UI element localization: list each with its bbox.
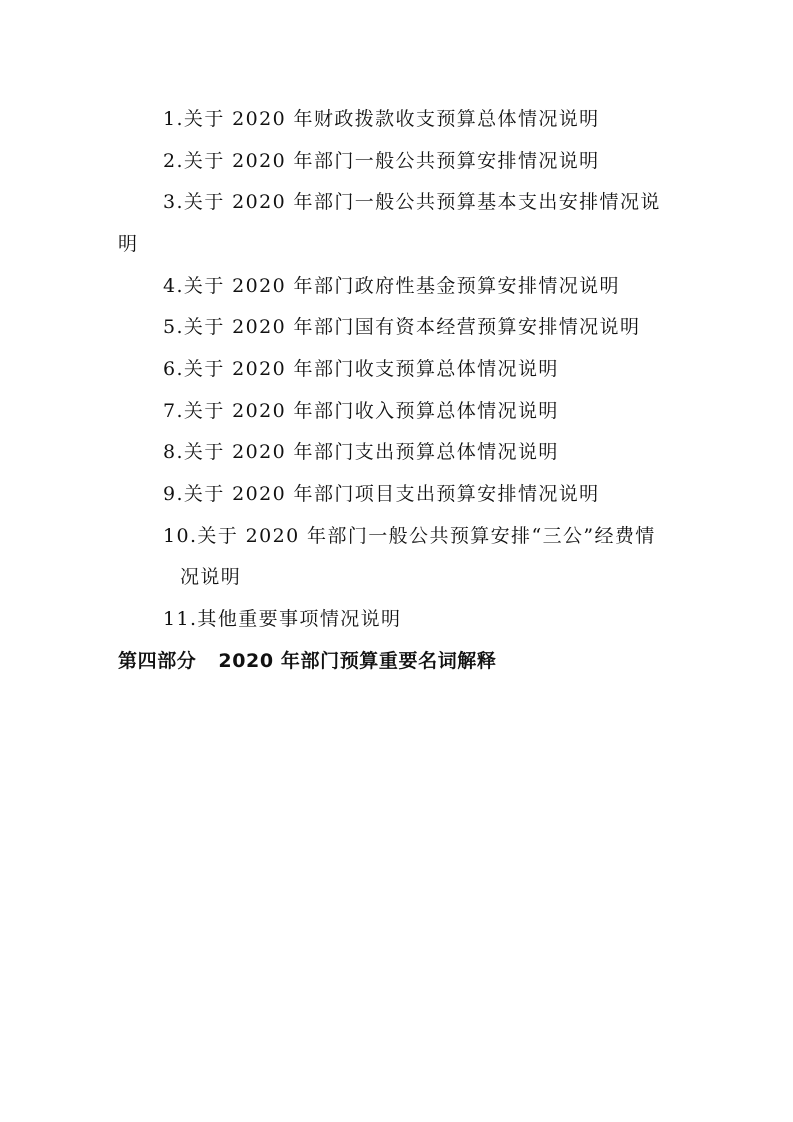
section-heading [118, 648, 497, 674]
toc-item-3: 3.关于 2020 年部门一般公共预算基本支出安排情况说 [163, 191, 661, 213]
toc-item-5: 5.关于 2020 年部门国有资本经营预算安排情况说明 [163, 316, 641, 338]
toc-item-8: 8.关于 2020 年部门支出预算总体情况说明 [163, 441, 559, 463]
toc-item-11: 11.其他重要事项情况说明 [163, 608, 402, 630]
section-title: 2020 年部门预算重要名词解释 [218, 650, 497, 672]
toc-item-10: 10.关于 2020 年部门一般公共预算安排“三公”经费情 [163, 525, 656, 547]
toc-item-3-continuation: 明 [118, 233, 139, 255]
toc-item-10-continuation: 况说明 [180, 566, 242, 588]
toc-item-6: 6.关于 2020 年部门收支预算总体情况说明 [163, 358, 559, 380]
toc-item-2: 2.关于 2020 年部门一般公共预算安排情况说明 [163, 150, 600, 172]
toc-item-7: 7.关于 2020 年部门收入预算总体情况说明 [163, 400, 559, 422]
section-part-label: 第四部分 [118, 650, 197, 672]
toc-item-9: 9.关于 2020 年部门项目支出预算安排情况说明 [163, 483, 600, 505]
toc-item-1: 1.关于 2020 年财政拨款收支预算总体情况说明 [163, 108, 600, 130]
toc-item-4: 4.关于 2020 年部门政府性基金预算安排情况说明 [163, 275, 620, 297]
